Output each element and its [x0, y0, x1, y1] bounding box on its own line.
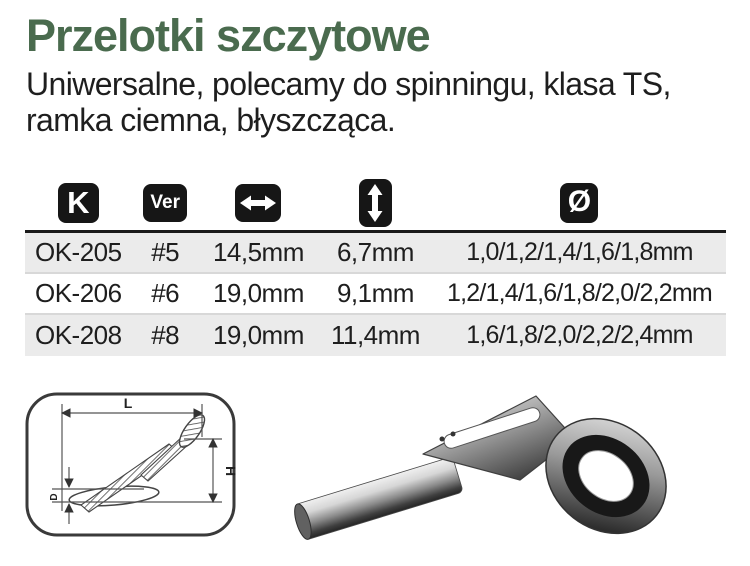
- table-header-row: [25, 176, 726, 230]
- subtitle-line-1: Uniwersalne, polecamy do spinningu, klasa TS,: [26, 66, 671, 102]
- cell-width: 14,5mm: [212, 237, 304, 267]
- cell-code: OK-206: [34, 278, 122, 308]
- cell-diameters: 1,0/1,2/1,4/1,6/1,8mm: [466, 238, 693, 266]
- diameter-label: D: [49, 493, 60, 501]
- cell-code: OK-205: [34, 237, 122, 267]
- version-badge-icon: Ver: [143, 184, 187, 222]
- table-row: [25, 315, 726, 356]
- subtitle-line-2: ramka ciemna, błyszcząca.: [26, 102, 396, 138]
- length-label: L: [123, 395, 133, 411]
- header-cell-width: [199, 184, 318, 222]
- cell-width: 19,0mm: [212, 320, 304, 350]
- header-cell-height: [318, 179, 433, 227]
- cell-diameters: 1,2/1,4/1,6/1,8/2,0/2,2mm: [446, 279, 712, 307]
- hero-section: [26, 10, 746, 138]
- cell-height: 11,4mm: [330, 320, 420, 350]
- height-label: H: [223, 465, 238, 477]
- diameter-icon: Ø: [560, 183, 598, 223]
- cell-version: #6: [151, 278, 180, 308]
- header-cell-code: [25, 183, 132, 223]
- guide-tube: [291, 457, 463, 542]
- cell-height: 6,7mm: [336, 237, 414, 267]
- cell-version: #8: [151, 320, 180, 350]
- cell-diameters: 1,6/1,8/2,0/2,2/2,4mm: [466, 321, 693, 349]
- spec-table: [25, 176, 726, 356]
- code-k-badge-icon: K: [58, 183, 99, 223]
- cell-version: #5: [151, 237, 180, 267]
- dimension-diagram: [24, 391, 238, 546]
- page-title: Przelotki szczytowe: [26, 10, 430, 61]
- table-row: [25, 233, 726, 274]
- cell-width: 19,0mm: [212, 278, 304, 308]
- header-cell-diameter: [433, 183, 726, 223]
- cell-height: 9,1mm: [336, 278, 414, 308]
- height-arrow-icon: [359, 179, 392, 227]
- width-arrow-icon: [235, 184, 281, 222]
- cell-code: OK-208: [34, 320, 122, 350]
- table-row: [25, 274, 726, 315]
- page-subtitle: [26, 66, 746, 138]
- header-cell-version: [132, 184, 199, 222]
- product-photo: [290, 376, 688, 565]
